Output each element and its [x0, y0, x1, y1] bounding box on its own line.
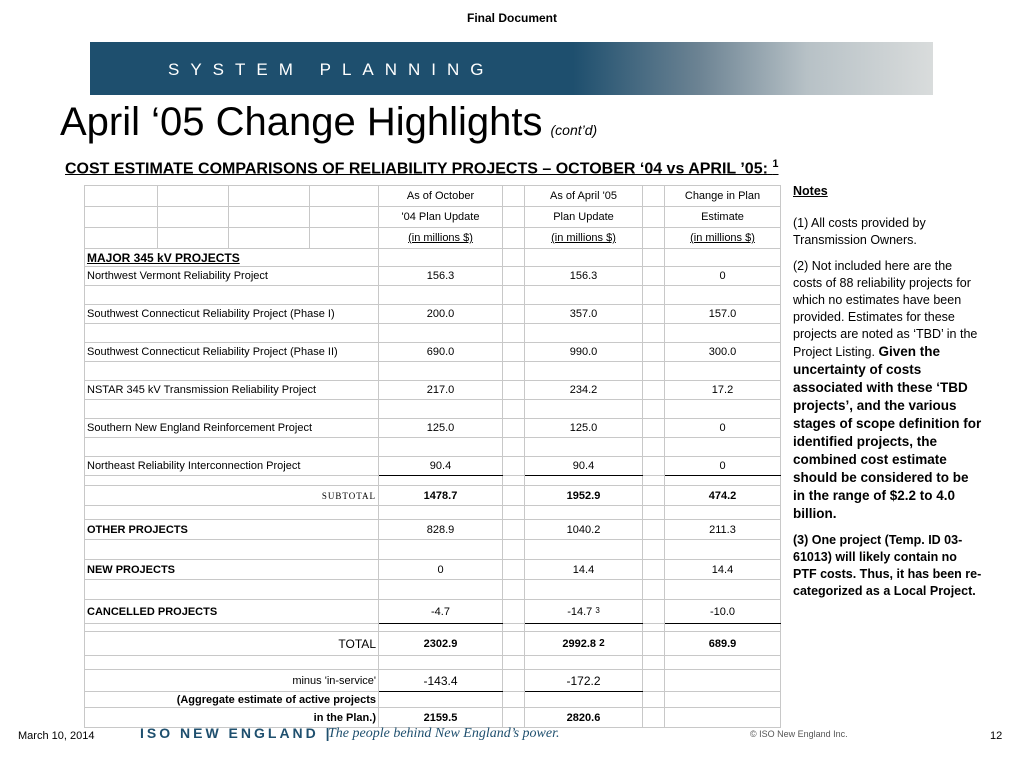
project-oct-value: 690.0: [379, 343, 503, 362]
other-projects-label: OTHER PROJECTS: [85, 520, 379, 540]
total-apr: 2992.8: [562, 637, 597, 650]
table-title-footnote: 1: [772, 158, 779, 170]
project-oct-value: 200.0: [379, 305, 503, 324]
in-service-apr: -172.2: [525, 670, 643, 692]
document-status: Final Document: [466, 11, 557, 25]
new-oct: 0: [379, 560, 503, 580]
project-apr-value: 357.0: [525, 305, 643, 324]
new-apr: 14.4: [525, 560, 643, 580]
aggregate-label-line1: (Aggregate estimate of active projects: [85, 692, 379, 708]
slide-title-text: April ‘05 Change Highlights: [60, 100, 543, 144]
slide-title: [60, 100, 597, 145]
subtotal-apr: 1952.9: [525, 486, 643, 506]
project-name: NSTAR 345 kV Transmission Reliability Project: [85, 381, 379, 400]
table-row: [85, 381, 781, 400]
table-row: [85, 305, 781, 324]
subtotal-chg: 474.2: [665, 486, 781, 506]
project-oct-value: 125.0: [379, 419, 503, 438]
project-apr-value: 234.2: [525, 381, 643, 400]
project-name: Southwest Connecticut Reliability Project (Phase II): [85, 343, 379, 362]
project-chg-value: 0: [665, 267, 781, 286]
in-service-label: minus 'in-service': [85, 670, 379, 692]
total-apr-cell: [525, 632, 643, 656]
header-oct-line1: As of October: [379, 186, 503, 207]
section-major-345kv: MAJOR 345 kV PROJECTS: [85, 249, 379, 267]
new-projects-label: NEW PROJECTS: [85, 560, 379, 580]
table-row: [85, 343, 781, 362]
aggregate-oct: 2159.5: [379, 708, 503, 728]
project-name: Northwest Vermont Reliability Project: [85, 267, 379, 286]
project-chg-value: 17.2: [665, 381, 781, 400]
note-2-text: (2) Not included here are the costs of 88 reliability projects for which no estimates have been provided. Estimates for these projects are noted as ‘TBD’ in the Project Listing.: [793, 259, 978, 359]
table-row: [85, 419, 781, 438]
cancelled-apr-cell: [525, 600, 643, 624]
table-row: [85, 267, 781, 286]
in-service-row: [85, 670, 781, 692]
note-3: (3) One project (Temp. ID 03-61013) will likely contain no PTF costs. Thus, it has been re-categorized as a Local Project.: [793, 533, 982, 598]
project-apr-value: 90.4: [525, 457, 643, 476]
header-apr-line1: As of April '05: [525, 186, 643, 207]
aggregate-apr: 2820.6: [525, 708, 643, 728]
note-2: [793, 258, 983, 523]
project-apr-value: 156.3: [525, 267, 643, 286]
project-oct-value: 217.0: [379, 381, 503, 400]
banner-title: SYSTEM PLANNING: [168, 60, 495, 79]
table-title-text: COST ESTIMATE COMPARISONS OF RELIABILITY PROJECTS – OCTOBER ‘04 vs APRIL ’05:: [65, 160, 768, 178]
header-chg-line2: Estimate: [665, 207, 781, 228]
system-planning-banner: [90, 42, 933, 95]
cancelled-oct: -4.7: [379, 600, 503, 624]
total-apr-footnote: 2: [599, 637, 605, 649]
aggregate-label-row: [85, 692, 781, 708]
table-title: [65, 158, 779, 178]
table-row: [85, 457, 781, 476]
project-name: Southwest Connecticut Reliability Project (Phase I): [85, 305, 379, 324]
notes-heading: Notes: [793, 184, 828, 198]
total-label: TOTAL: [85, 632, 379, 656]
other-projects-row: [85, 520, 781, 540]
page-number: 12: [990, 730, 1003, 742]
cancelled-chg: -10.0: [665, 600, 781, 624]
new-chg: 14.4: [665, 560, 781, 580]
project-oct-value: 156.3: [379, 267, 503, 286]
project-chg-value: 157.0: [665, 305, 781, 324]
header-chg-line3: (in millions $): [665, 228, 781, 249]
cancelled-projects-label: CANCELLED PROJECTS: [85, 600, 379, 624]
project-apr-value: 990.0: [525, 343, 643, 362]
notes-panel: [793, 183, 983, 609]
total-chg: 689.9: [665, 632, 781, 656]
note-2-emphasis: Given the uncertainty of costs associated with these ‘TBD projects’, and the various stages of scope definition for identified projects, the combined cost estimate should be considered to be in the range of $2.2 to 4.0 billion.: [793, 344, 982, 521]
project-name: Northeast Reliability Interconnection Project: [85, 457, 379, 476]
cost-comparison-table: [84, 185, 781, 728]
cancelled-apr: -14.7: [567, 605, 593, 618]
footer-tagline: The people behind New England’s power.: [328, 726, 560, 741]
project-name: Southern New England Reinforcement Project: [85, 419, 379, 438]
other-apr: 1040.2: [525, 520, 643, 540]
footer: [0, 722, 1024, 752]
project-chg-value: 0: [665, 457, 781, 476]
slide-title-contd: (cont’d): [550, 122, 598, 138]
header-oct-line2: '04 Plan Update: [379, 207, 503, 228]
new-projects-row: [85, 560, 781, 580]
header-chg-line1: Change in Plan: [665, 186, 781, 207]
subtotal-label: SUBTOTAL: [85, 486, 379, 506]
cancelled-projects-row: [85, 600, 781, 624]
project-oct-value: 90.4: [379, 457, 503, 476]
total-row: [85, 632, 781, 656]
project-chg-value: 0: [665, 419, 781, 438]
header-apr-line3: (in millions $): [525, 228, 643, 249]
project-chg-value: 300.0: [665, 343, 781, 362]
project-apr-value: 125.0: [525, 419, 643, 438]
total-oct: 2302.9: [379, 632, 503, 656]
in-service-oct: -143.4: [379, 670, 503, 692]
subtotal-oct: 1478.7: [379, 486, 503, 506]
kilowatt-meter-image: [573, 42, 933, 95]
iso-ne-logo: ISO NEW ENGLAND |: [140, 725, 333, 741]
header-oct-line3: (in millions $): [379, 228, 503, 249]
footer-copyright: © ISO New England Inc.: [750, 729, 848, 739]
header-apr-line2: Plan Update: [525, 207, 643, 228]
note-1: (1) All costs provided by Transmission Owners.: [793, 216, 926, 247]
other-chg: 211.3: [665, 520, 781, 540]
footer-date: March 10, 2014: [18, 730, 95, 742]
aggregate-label-line2: in the Plan.): [85, 708, 379, 728]
cancelled-apr-footnote: 3: [595, 605, 600, 615]
subtotal-row: [85, 486, 781, 506]
other-oct: 828.9: [379, 520, 503, 540]
